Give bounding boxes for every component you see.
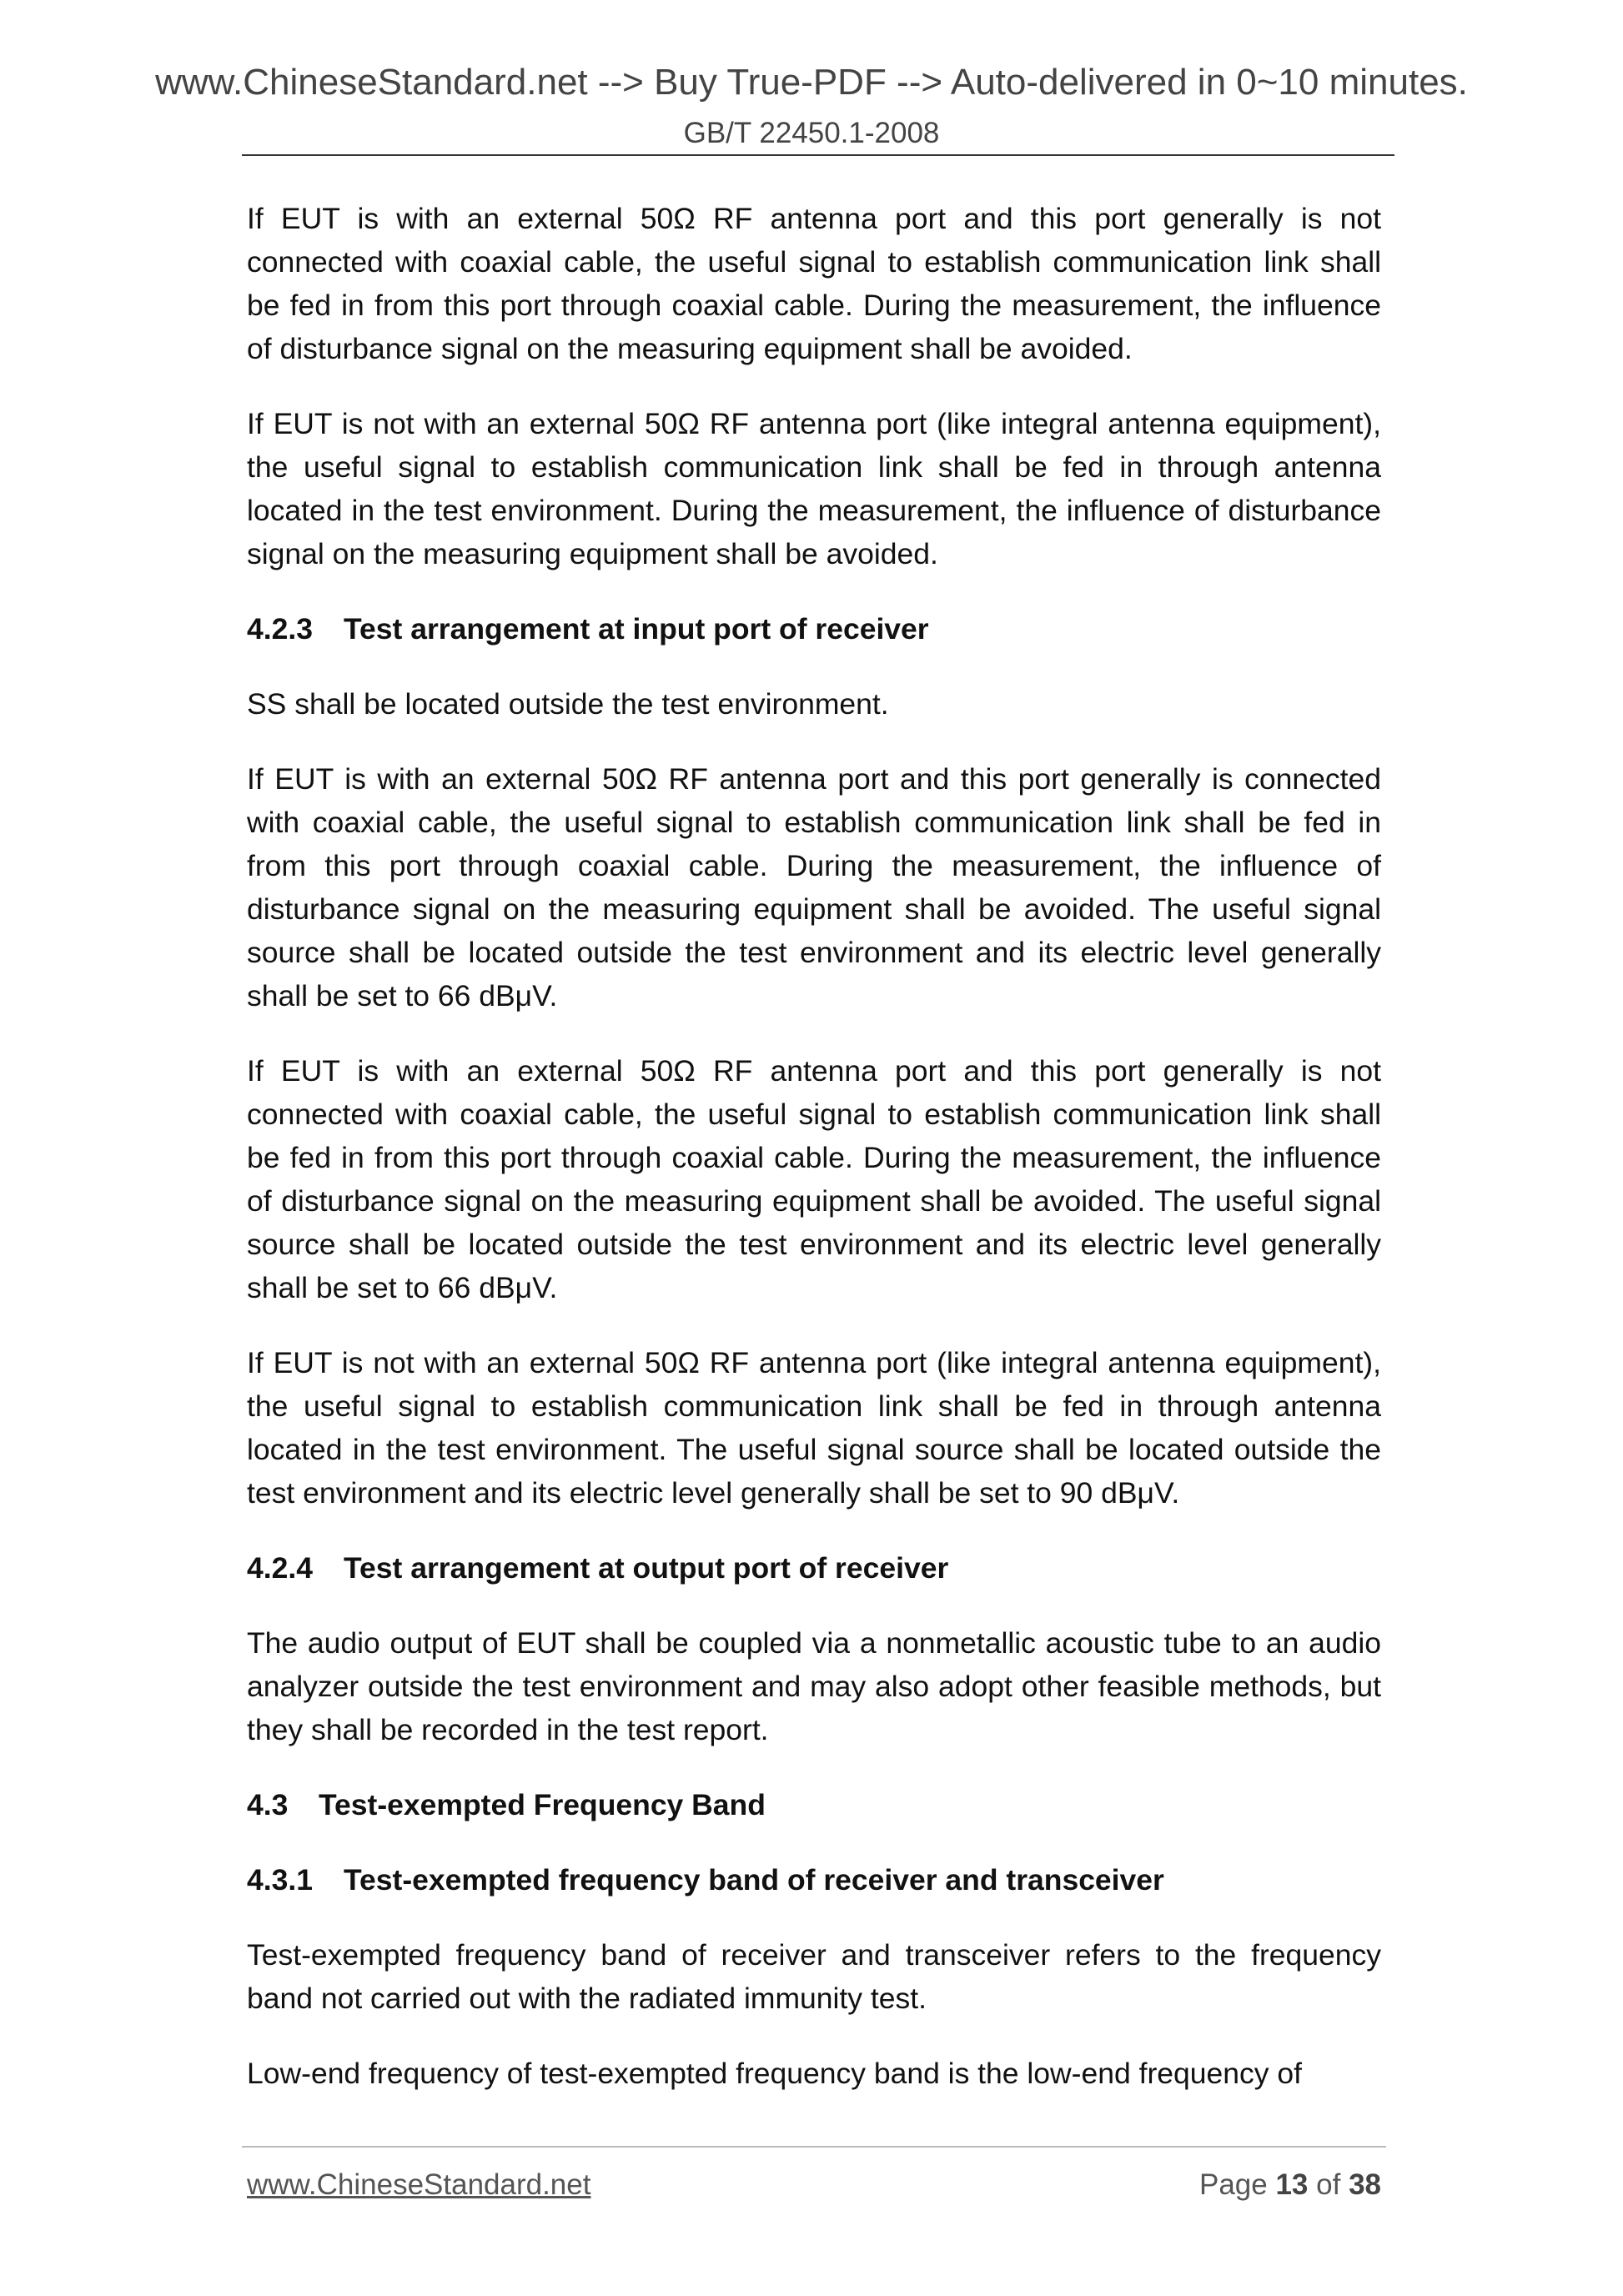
page-word: Page xyxy=(1198,2168,1268,2201)
page-indicator xyxy=(1199,2168,1381,2202)
section-title: Test arrangement at input port of receiver xyxy=(344,612,929,646)
total-pages: 38 xyxy=(1349,2168,1381,2201)
section-heading-4-3 xyxy=(247,1783,1381,1826)
section-title: Test-exempted Frequency Band xyxy=(319,1788,766,1821)
paragraph-4: If EUT is with an external 50Ω RF antenna port and this port generally is connected with coaxial cable, the useful signal to establish communication link shall be fed in from this port through coaxial cable. During the measurement, the influence of disturbance signal on the measuring equipment shall be avoided. The useful signal source shall be located outside the test environment and its electric level generally shall be set to 66 dBμV. xyxy=(247,762,1381,1012)
section-title: Test-exempted frequency band of receiver and transceiver xyxy=(344,1863,1164,1897)
paragraph-1: If EUT is with an external 50Ω RF antenna port and this port generally is not connected with coaxial cable, the useful signal to establish communication link shall be fed in from this port through coaxial cable. During the measurement, the influence of disturbance signal on the measuring equipment shall be avoided. xyxy=(247,202,1381,365)
section-title: Test arrangement at output port of receiver xyxy=(344,1551,949,1585)
footer-site-link[interactable]: www.ChineseStandard.net xyxy=(247,2168,591,2201)
document-body xyxy=(247,197,1381,2127)
paragraph-7: The audio output of EUT shall be coupled via a nonmetallic acoustic tube to an audio analyzer outside the test environment and may also adopt other feasible methods, but they shall be recorded in the test report. xyxy=(247,1626,1381,1746)
paragraph-3: SS shall be located outside the test environment. xyxy=(247,687,889,721)
section-heading-4-2-3 xyxy=(247,607,1381,651)
section-heading-4-3-1 xyxy=(247,1858,1381,1902)
paragraph-2: If EUT is not with an external 50Ω RF antenna port (like integral antenna equipment), the useful signal to establish communication link shall be fed in through antenna located in the test environment. During the measurement, the influence of disturbance signal on the measuring equipment shall be avoided. xyxy=(247,407,1381,570)
paragraph-5: If EUT is with an external 50Ω RF antenna port and this port generally is not connected with coaxial cable, the useful signal to establish communication link shall be fed in from this port through coaxial cable. During the measurement, the influence of disturbance signal on the measuring equipment shall be avoided. The useful signal source shall be located outside the test environment and its electric level generally shall be set to 66 dBμV. xyxy=(247,1054,1381,1304)
section-number: 4.3.1 xyxy=(247,1863,313,1897)
page-number: 13 xyxy=(1275,2168,1309,2201)
paragraph-6: If EUT is not with an external 50Ω RF antenna port (like integral antenna equipment), the useful signal to establish communication link shall be fed in through antenna located in the test environment. The useful signal source shall be located outside the test environment and its electric level generally shall be set to 90 dBμV. xyxy=(247,1346,1381,1510)
footer-divider xyxy=(242,2146,1386,2148)
section-number: 4.2.4 xyxy=(247,1551,313,1585)
paragraph-9: Low-end frequency of test-exempted frequency band is the low-end frequency of xyxy=(247,2057,1302,2090)
standard-id: GB/T 22450.1-2008 xyxy=(683,117,940,149)
paragraph-8: Test-exempted frequency band of receiver and transceiver refers to the frequency band not carried out with the radiated immunity test. xyxy=(247,1938,1381,2015)
section-number: 4.2.3 xyxy=(247,612,313,646)
of-word: of xyxy=(1316,2168,1341,2201)
top-banner: www.ChineseStandard.net --> Buy True-PDF --> Auto-delivered in 0~10 minutes. xyxy=(155,62,1468,103)
section-number: 4.3 xyxy=(247,1788,289,1821)
header-divider xyxy=(242,154,1394,156)
section-heading-4-2-4 xyxy=(247,1546,1381,1590)
